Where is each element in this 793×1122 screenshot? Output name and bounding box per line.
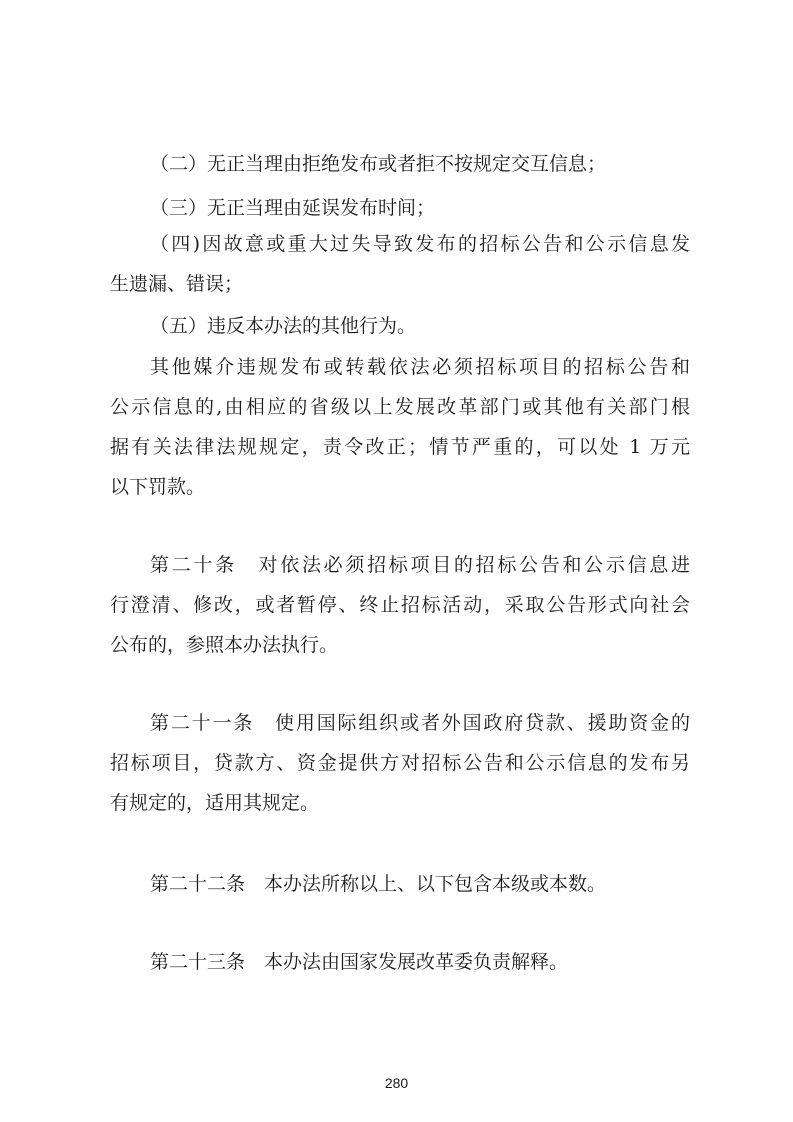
other-media-paragraph-line-3: 据有关法律法规规定，责令改正；情节严重的，可以处 1 万元 [110, 436, 690, 458]
page-number: 280 [384, 1075, 409, 1091]
list-item-2: （二）无正当理由拒绝发布或者拒不按规定交互信息； [150, 153, 607, 175]
other-media-paragraph-line-4: 以下罚款。 [110, 476, 206, 498]
article-23-line-1: 第二十三条 本办法由国家发展改革委负责解释。 [150, 951, 569, 973]
list-item-4-line-2: 生遗漏、错误； [110, 273, 244, 295]
article-21-line-2: 招标项目，贷款方、资金提供方对招标公告和公示信息的发布另 [110, 752, 690, 774]
article-20-line-2: 行澄清、修改，或者暂停、终止招标活动，采取公告形式向社会 [110, 594, 690, 616]
article-20-line-3: 公布的，参照本办法执行。 [110, 634, 339, 656]
other-media-paragraph-line-2: 公示信息的,由相应的省级以上发展改革部门或其他有关部门根 [110, 396, 690, 418]
article-20-line-1: 第二十条 对依法必须招标项目的招标公告和公示信息进 [150, 554, 690, 576]
article-21-line-1: 第二十一条 使用国际组织或者外国政府贷款、援助资金的 [150, 712, 690, 734]
article-21-line-3: 有规定的，适用其规定。 [110, 792, 320, 814]
list-item-4-line-1: （四)因故意或重大过失导致发布的招标公告和公示信息发 [150, 233, 690, 255]
list-item-5: （五）违反本办法的其他行为。 [150, 315, 417, 337]
article-22-line-1: 第二十二条 本办法所称以上、以下包含本级或本数。 [150, 873, 607, 895]
list-item-3: （三）无正当理由延误发布时间； [150, 197, 436, 219]
other-media-paragraph-line-1: 其他媒介违规发布或转载依法必须招标项目的招标公告和 [150, 356, 690, 378]
